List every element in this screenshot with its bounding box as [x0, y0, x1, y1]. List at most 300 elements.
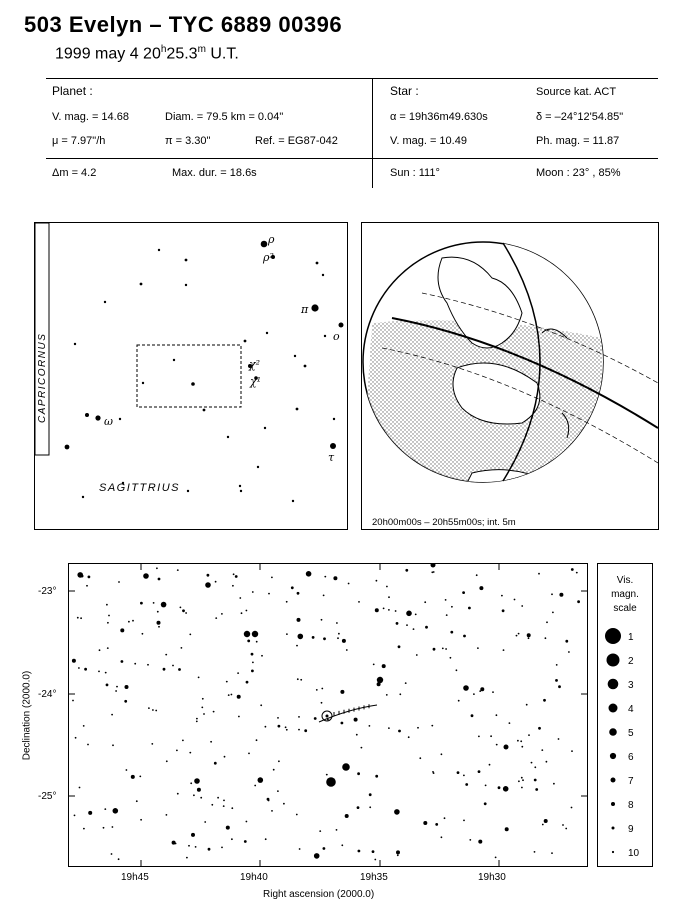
ra-tick-1935: 19h35 [360, 872, 388, 883]
star [538, 727, 541, 730]
star [286, 601, 288, 603]
star [376, 580, 378, 582]
star [246, 610, 248, 612]
star [72, 700, 74, 702]
star [118, 858, 120, 860]
mag-dot-4 [609, 704, 618, 713]
star [551, 852, 553, 854]
star [336, 829, 338, 831]
star [285, 726, 287, 728]
star [503, 786, 509, 792]
mag-dot-3 [608, 679, 619, 690]
star [200, 797, 202, 799]
star [336, 622, 338, 624]
star [545, 637, 547, 639]
star [298, 634, 304, 640]
star [348, 583, 350, 585]
dec-tick-24: -24° [38, 689, 57, 700]
star [156, 567, 158, 569]
star [577, 600, 580, 603]
star [516, 635, 518, 637]
star [424, 601, 426, 603]
planet-ref: Ref. = EG87-042 [255, 135, 338, 147]
delta-mag: Δm = 4.2 [52, 167, 97, 179]
star [484, 802, 487, 805]
star [99, 649, 101, 651]
star [297, 618, 301, 622]
star [471, 714, 474, 717]
star [406, 611, 412, 617]
mag-label-4: 4 [628, 704, 634, 715]
star [204, 821, 206, 823]
star [172, 665, 174, 667]
star [120, 628, 124, 632]
star [534, 851, 536, 853]
star [496, 744, 498, 746]
star [562, 824, 564, 826]
dec-tick-25: -25° [38, 791, 57, 802]
star [571, 807, 573, 809]
mag-dot-9 [612, 827, 615, 830]
ra-tick-1930: 19h30 [478, 872, 506, 883]
star [237, 695, 241, 699]
star [321, 688, 323, 690]
planet-heading: Planet : [52, 84, 93, 98]
star-ra: α = 19h36m49.630s [390, 111, 488, 123]
label-pi: π [301, 303, 309, 316]
star [190, 782, 192, 784]
star [568, 651, 570, 653]
ra-tick-1940: 19h40 [240, 872, 268, 883]
star [405, 682, 407, 684]
label-rho2: ρ² [263, 251, 274, 264]
star [128, 621, 130, 623]
star [107, 647, 109, 649]
star [78, 667, 80, 669]
star [526, 704, 528, 706]
star [463, 635, 466, 638]
star [492, 691, 494, 693]
star [121, 660, 124, 663]
star [552, 612, 554, 614]
star [441, 753, 443, 755]
star [417, 727, 419, 729]
star [476, 574, 478, 576]
star [136, 800, 138, 802]
star [252, 662, 254, 664]
star [83, 828, 85, 830]
star [214, 762, 217, 765]
star [462, 591, 465, 594]
mag-dot-2 [607, 654, 620, 667]
star [115, 690, 117, 692]
star [374, 859, 376, 861]
star [107, 622, 109, 624]
star [321, 619, 323, 621]
star [373, 664, 375, 666]
star [300, 679, 302, 681]
star [398, 730, 401, 733]
star [198, 677, 200, 679]
bright-star [143, 573, 149, 579]
bright-star [377, 677, 383, 683]
constellation-capricornus: CAPRICORNUS [37, 332, 48, 423]
star [201, 707, 203, 709]
star [357, 772, 360, 775]
star [87, 744, 89, 746]
star [543, 699, 546, 702]
star [338, 633, 340, 635]
star [419, 757, 421, 759]
star [196, 721, 198, 723]
star [251, 670, 254, 673]
star-vmag: V. mag. = 10.49 [390, 135, 467, 147]
star [521, 746, 523, 748]
star [375, 608, 379, 612]
star [341, 844, 343, 846]
star [358, 601, 360, 603]
star [490, 735, 492, 737]
star [346, 649, 348, 651]
star [277, 790, 279, 792]
star-dec: δ = –24°12'54.85" [536, 111, 624, 123]
star [175, 843, 177, 845]
star [413, 628, 415, 630]
star [221, 613, 223, 615]
star [79, 787, 81, 789]
star [446, 614, 448, 616]
star [291, 586, 294, 589]
star [235, 575, 238, 578]
star [178, 668, 181, 671]
star [203, 713, 205, 715]
star [75, 737, 77, 739]
star [77, 617, 79, 619]
star [465, 783, 468, 786]
star [415, 614, 417, 616]
ra-tick-1945: 19h45 [121, 872, 149, 883]
star [278, 760, 280, 762]
sun-elongation: Sun : 111° [390, 167, 440, 179]
star [534, 766, 536, 768]
star [261, 655, 263, 657]
star [468, 607, 471, 610]
star [304, 729, 307, 732]
star [268, 593, 270, 595]
star [356, 734, 358, 736]
dec-tick-23: -23° [38, 586, 57, 597]
star [505, 827, 509, 831]
star [246, 681, 249, 684]
target-star [326, 715, 329, 718]
globe-caption: 20h00m00s – 20h55m00s; int. 5m [372, 517, 516, 528]
star [369, 806, 371, 808]
star [345, 814, 349, 818]
star [232, 585, 234, 587]
star [124, 700, 127, 703]
star [546, 761, 548, 763]
star [396, 622, 399, 625]
star [479, 690, 481, 692]
bright-star [252, 631, 258, 637]
star [217, 797, 219, 799]
star [405, 569, 408, 572]
magnitude-scale-panel [597, 563, 653, 867]
star [450, 657, 452, 659]
star [224, 756, 226, 758]
star [223, 800, 225, 802]
star [553, 783, 555, 785]
star [166, 760, 168, 762]
star [131, 775, 135, 779]
star [559, 593, 563, 597]
star [521, 605, 523, 607]
star [155, 710, 157, 712]
star [106, 604, 108, 606]
star [435, 823, 438, 826]
background-stars [72, 567, 580, 860]
star [534, 779, 537, 782]
star [521, 787, 523, 789]
star [103, 827, 105, 829]
star [298, 729, 300, 731]
star [182, 740, 184, 742]
star [431, 571, 433, 573]
star [296, 645, 298, 647]
star [205, 582, 211, 588]
star [416, 654, 418, 656]
star [396, 850, 400, 854]
mag-label-1: 1 [628, 632, 634, 643]
star [116, 686, 118, 688]
label-tau: τ [328, 451, 335, 464]
star [442, 648, 444, 650]
star [496, 714, 498, 716]
star [244, 840, 247, 843]
star [231, 838, 233, 840]
star [258, 777, 264, 783]
star [189, 752, 191, 754]
star [134, 663, 136, 665]
star [241, 612, 243, 614]
label-chi2: χ² [249, 358, 261, 371]
star [306, 571, 312, 577]
star [106, 684, 109, 687]
star [248, 753, 250, 755]
star-phmag: Ph. mag. = 11.87 [536, 135, 620, 147]
star [357, 806, 360, 809]
star [286, 633, 288, 635]
star [98, 671, 100, 673]
star [193, 794, 195, 796]
star [406, 624, 408, 626]
star [140, 602, 143, 605]
star [132, 620, 134, 622]
star [297, 592, 300, 595]
star [319, 830, 321, 832]
star [254, 785, 256, 787]
star [267, 798, 270, 801]
star [555, 679, 558, 682]
star [108, 615, 110, 617]
star [408, 736, 410, 738]
star [527, 633, 531, 637]
star [273, 769, 275, 771]
constellation-sagittarius: SAGITTRIUS [99, 482, 181, 494]
star [314, 853, 320, 859]
star [252, 591, 254, 593]
star [231, 694, 233, 696]
event-datetime: 1999 may 4 20$^h$25.3$^m$ U.T. [55, 44, 239, 63]
star [231, 807, 233, 809]
star [139, 776, 141, 778]
star [386, 586, 388, 588]
star [469, 839, 471, 841]
star [112, 744, 114, 746]
star [213, 711, 215, 713]
star [369, 793, 372, 796]
header-top-rule [46, 78, 658, 79]
bright-star [326, 777, 336, 787]
star [388, 596, 390, 598]
star [176, 750, 178, 752]
mag-label-2: 2 [628, 656, 634, 667]
star [394, 809, 400, 815]
star [528, 637, 530, 639]
star [157, 621, 161, 625]
star [265, 838, 267, 840]
star [457, 771, 460, 774]
star [433, 648, 436, 651]
star [74, 815, 76, 817]
star [478, 840, 482, 844]
star [495, 857, 497, 859]
star [165, 654, 167, 656]
star [256, 641, 258, 643]
star [72, 659, 76, 663]
star [522, 779, 524, 781]
star [399, 693, 401, 695]
star [451, 606, 453, 608]
star [182, 609, 185, 612]
star [83, 725, 85, 727]
star [271, 810, 273, 812]
star [177, 569, 179, 571]
star [247, 640, 250, 643]
mag-dot-5 [609, 728, 617, 736]
star [565, 640, 568, 643]
star [215, 617, 217, 619]
mag-label-5: 5 [628, 728, 634, 739]
star [158, 626, 160, 628]
star [314, 717, 317, 720]
star [556, 664, 558, 666]
star [528, 734, 530, 736]
star [388, 727, 390, 729]
star [386, 694, 388, 696]
star [463, 775, 465, 777]
globe-panel [361, 222, 659, 530]
star [126, 769, 128, 771]
star [239, 597, 241, 599]
star [431, 725, 433, 727]
star [541, 749, 543, 751]
star [158, 578, 161, 581]
star [477, 647, 479, 649]
bright-star [194, 778, 200, 784]
star [233, 573, 235, 575]
star [256, 739, 258, 741]
header-divider [372, 78, 373, 188]
moon-info: Moon : 23° , 85% [536, 167, 621, 179]
star [265, 726, 267, 728]
star-source: Source kat. ACT [536, 86, 617, 98]
star [316, 689, 318, 691]
star [509, 722, 511, 724]
star [142, 633, 144, 635]
star [517, 740, 519, 742]
star [395, 610, 397, 612]
star [80, 617, 82, 619]
bright-star [81, 575, 84, 578]
star [88, 576, 91, 579]
star [450, 631, 453, 634]
star [521, 777, 523, 779]
star [286, 729, 288, 731]
globe-map [362, 223, 658, 529]
star [177, 793, 179, 795]
star [326, 774, 328, 776]
star [489, 764, 491, 766]
star [445, 599, 447, 601]
planet-diameter: Diam. = 79.5 km = 0.04" [165, 111, 284, 123]
star [478, 736, 480, 738]
finder-chart-panel [34, 222, 348, 530]
mag-label-10: 10 [628, 848, 640, 859]
finder-stars [65, 241, 344, 503]
star [188, 845, 190, 847]
star [238, 716, 240, 718]
planet-parallax: π = 3.30" [165, 135, 211, 147]
star [423, 821, 427, 825]
star [113, 808, 119, 814]
star [358, 850, 361, 853]
bright-star [244, 631, 250, 637]
label-rho: ρ [268, 233, 275, 246]
star [228, 694, 230, 696]
star [125, 685, 129, 689]
star [157, 611, 159, 613]
star [260, 704, 262, 706]
star-chart-panel [68, 563, 588, 867]
star [576, 572, 578, 574]
star [565, 828, 567, 830]
star [181, 647, 183, 649]
star [445, 648, 447, 650]
star [152, 709, 154, 711]
star-heading: Star : [390, 84, 419, 98]
star [444, 817, 446, 819]
star [441, 836, 443, 838]
field-outline [137, 345, 241, 407]
star [369, 725, 371, 727]
star [458, 700, 460, 702]
header-mid-rule [46, 158, 658, 159]
star [161, 602, 167, 608]
star [546, 621, 548, 623]
star [237, 672, 239, 674]
star [105, 672, 107, 674]
